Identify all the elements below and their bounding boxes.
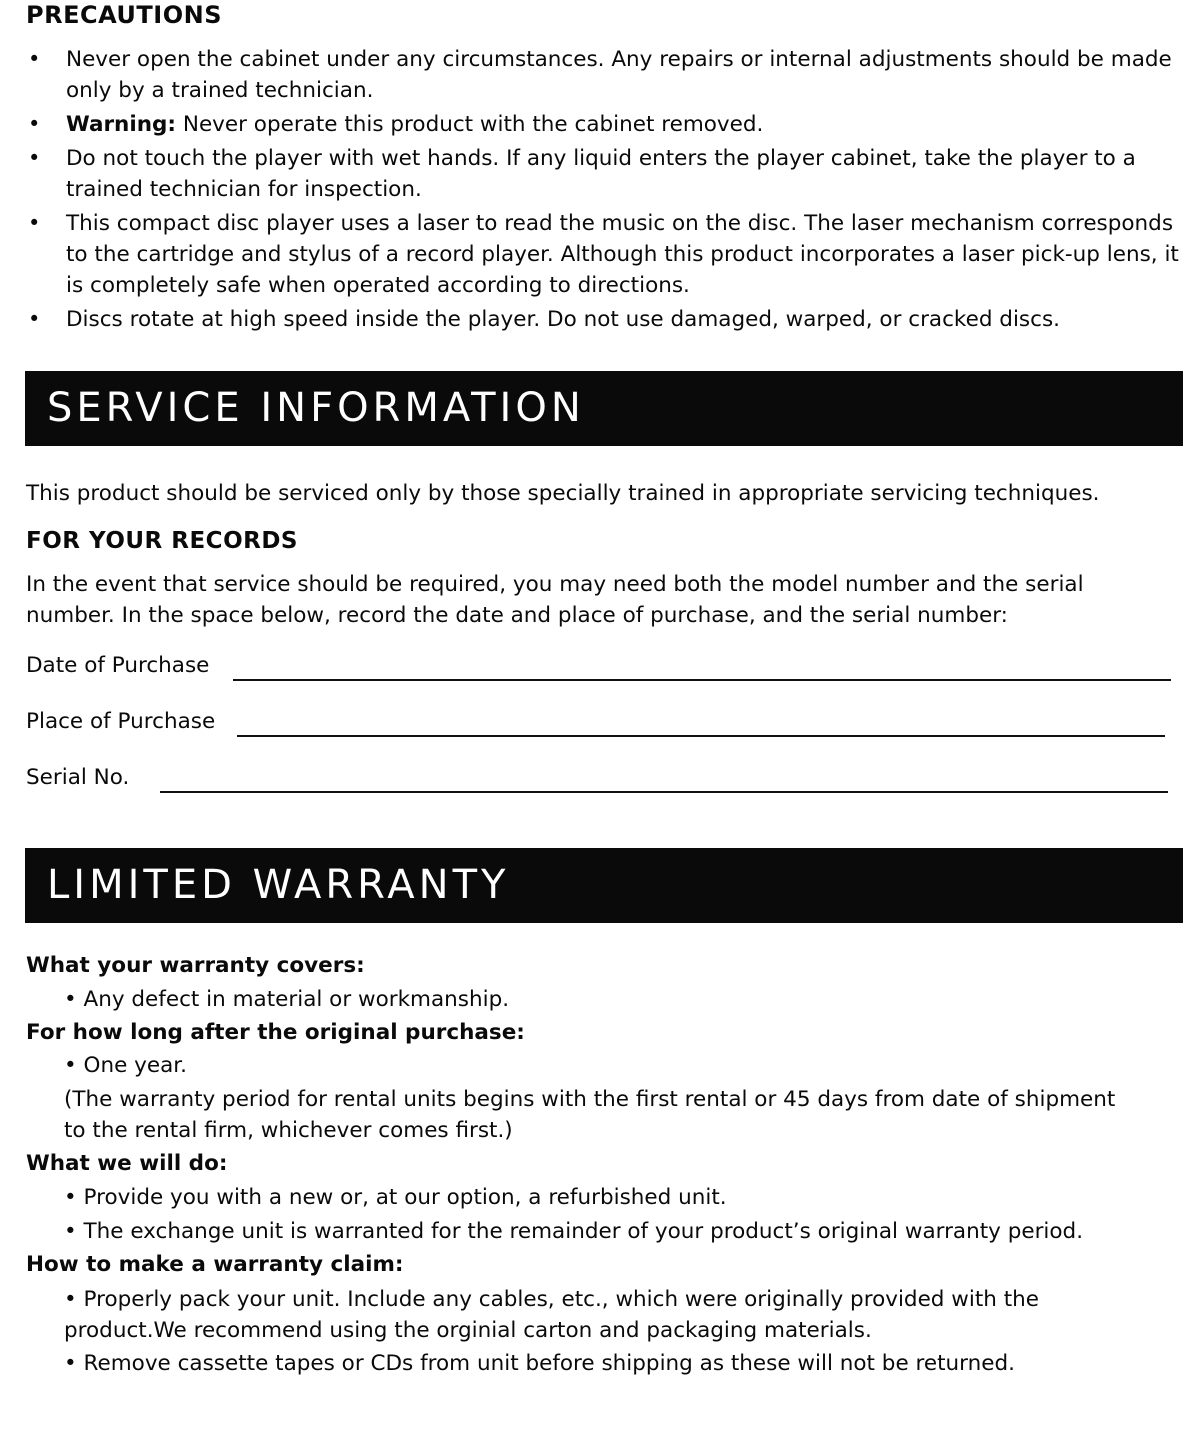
precaution-item: • Never open the cabinet under any circumstances. Any repairs or internal adjustments should be made only by a trained technician.	[26, 44, 1182, 106]
date-of-purchase-line[interactable]	[233, 679, 1171, 681]
warranty-claim-heading: How to make a warranty claim:	[26, 1252, 404, 1277]
precautions-list	[26, 44, 1182, 338]
date-of-purchase-label: Date of Purchase	[26, 653, 210, 678]
service-information-banner: SERVICE INFORMATION	[25, 371, 1183, 446]
precaution-item: • This compact disc player uses a laser to read the music on the disc. The laser mechanism corresponds to the cartridge and stylus of a record player. Although this product incorporates a laser pick-up lens, it is completely safe when operated according to directions.	[26, 208, 1182, 301]
precautions-title: PRECAUTIONS	[26, 1, 222, 29]
serial-no-label: Serial No.	[26, 765, 130, 790]
bullet-icon: •	[28, 112, 41, 136]
warranty-do-heading: What we will do:	[26, 1151, 228, 1176]
warranty-claim-item: • Properly pack your unit. Include any cables, etc., which were originally provided with the product.We recommend using the orginial carton and packaging materials.	[64, 1287, 1040, 1343]
bullet-icon: •	[28, 47, 41, 71]
warning-label: Warning:	[66, 112, 177, 137]
warranty-covers-item: • Any defect in material or workmanship.	[64, 987, 510, 1012]
warranty-covers-heading: What your warranty covers:	[26, 953, 365, 978]
precaution-item: • Warning: Never operate this product with the cabinet removed.	[26, 109, 1182, 140]
bullet-icon: •	[28, 307, 41, 331]
warranty-length-heading: For how long after the original purchase:	[26, 1020, 525, 1045]
warranty-length-item: • One year.	[64, 1053, 187, 1078]
limited-warranty-banner: LIMITED WARRANTY	[25, 848, 1183, 923]
bullet-icon: •	[28, 146, 41, 170]
place-of-purchase-label: Place of Purchase	[26, 709, 216, 734]
precaution-item: • Discs rotate at high speed inside the player. Do not use damaged, warped, or cracked discs.	[26, 304, 1182, 335]
service-text: This product should be serviced only by those specially trained in appropriate servicing techniques.	[26, 481, 1100, 506]
place-of-purchase-line[interactable]	[237, 735, 1165, 737]
records-text: In the event that service should be required, you may need both the model number and the serial number. In the space below, record the date and place of purchase, and the serial number:	[26, 572, 1084, 628]
warranty-do-item: • The exchange unit is warranted for the remainder of your product’s original warranty period.	[64, 1219, 1084, 1244]
warranty-rental-note: (The warranty period for rental units begins with the first rental or 45 days from date of shipment to the rental firm, whichever comes first.)	[64, 1087, 1116, 1143]
serial-no-line[interactable]	[160, 791, 1168, 793]
precaution-item: • Do not touch the player with wet hands. If any liquid enters the player cabinet, take the player to a trained technician for inspection.	[26, 143, 1182, 205]
warranty-claim-item: • Remove cassette tapes or CDs from unit before shipping as these will not be returned.	[64, 1351, 1015, 1376]
bullet-icon: •	[28, 211, 41, 235]
warranty-do-item: • Provide you with a new or, at our option, a refurbished unit.	[64, 1185, 727, 1210]
records-title: FOR YOUR RECORDS	[26, 528, 298, 554]
